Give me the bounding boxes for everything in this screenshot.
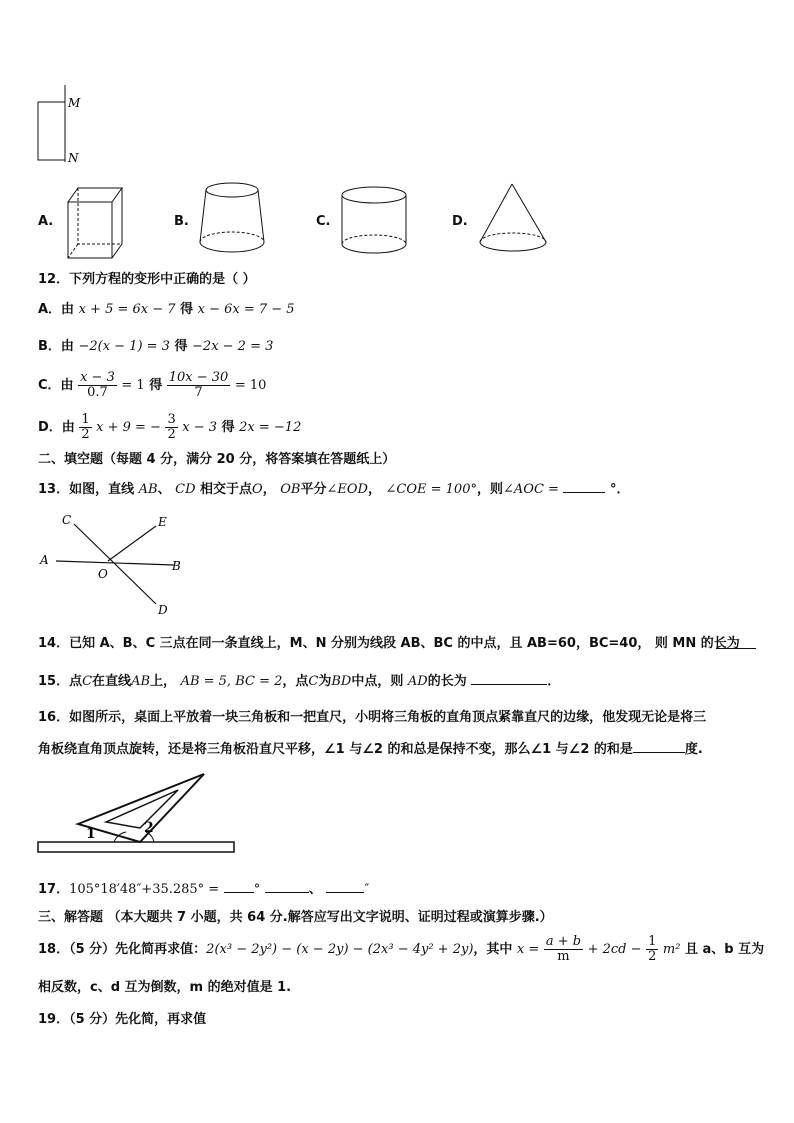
q12-c-frac1: $\frac{x - 3}{0.7}$	[80, 370, 115, 400]
q12-a-label: A．由	[38, 302, 75, 317]
frustum-bottom-front	[200, 242, 264, 252]
frustum-bottom-back	[200, 232, 264, 242]
q12-d-expr3: 2x = −12	[239, 420, 302, 435]
q14-answer-blank[interactable]	[716, 636, 756, 649]
q15-answer-blank[interactable]	[471, 672, 547, 685]
option-c-label: C.	[316, 214, 331, 229]
q16-answer-blank[interactable]	[633, 740, 685, 753]
ruler	[38, 842, 234, 852]
ray-oe	[108, 526, 156, 561]
q12-c-mid: 得	[149, 378, 163, 393]
q12-a-expr2: x − 6x = 7 − 5	[197, 302, 295, 317]
q12-d-frac1: $\frac{1}{2}$	[81, 412, 90, 442]
cone-figure	[474, 180, 554, 262]
cone-side-right	[512, 184, 546, 242]
angle-2-label: 2	[144, 820, 154, 836]
mn-figure	[30, 80, 90, 170]
q12-stem: 12．下列方程的变形中正确的是（ ）	[38, 272, 256, 287]
cuboid-right	[112, 188, 122, 258]
cylinder-bottom-back	[342, 235, 406, 244]
q19-text: 19．（5 分）先化简，再求值	[38, 1012, 207, 1027]
cylinder-top	[342, 187, 406, 203]
q13-text: 13．如图，直线 AB、 CD 相交于点O， OB平分∠EOD， ∠COE = 100°，则∠AOC = °．	[38, 482, 630, 497]
option-b-label: B.	[174, 214, 189, 229]
q17-blank-min[interactable]	[265, 880, 309, 893]
frustum-side-right	[258, 190, 264, 242]
q16-line2: 角板绕直角顶点旋转，还是将三角板沿直尺平移，∠1 与∠2 的和总是保持不变，那么∠1 与∠2 的和是 度.	[38, 742, 703, 757]
fig13-c: C	[62, 513, 72, 527]
label-m: M	[68, 96, 81, 110]
cuboid-hidden-diag	[68, 244, 78, 258]
q17-blank-sec[interactable]	[326, 880, 364, 893]
fig13-d: D	[158, 603, 168, 617]
q16-line1: 16．如图所示，桌面上平放着一块三角板和一把直尺，小明将三角板的直角顶点紧靠直尺的边缘，他发现无论是将三	[38, 710, 707, 725]
cone-base-back	[480, 233, 546, 242]
q13-figure	[34, 508, 194, 618]
cone-base-front	[480, 242, 546, 251]
fig13-b: B	[172, 559, 181, 573]
cylinder-figure	[334, 182, 414, 262]
q12-c-label: C．由	[38, 378, 74, 393]
q12-option-a	[38, 302, 295, 318]
q12-d-rest1: x + 9 = −	[96, 420, 161, 435]
frustum-side-left	[200, 190, 206, 242]
q12-option-d	[38, 412, 301, 444]
section2-heading: 二、填空题（每题 4 分，满分 20 分，将答案填在答题纸上）	[38, 452, 396, 467]
q17-blank-deg[interactable]	[224, 880, 254, 893]
option-a-label: A.	[38, 214, 54, 229]
cuboid-top	[68, 188, 122, 202]
q12-a-expr1: x + 5 = 6x − 7	[78, 302, 176, 317]
q13-answer-blank[interactable]	[563, 480, 605, 493]
cone-side-left	[480, 184, 512, 242]
q18-half: $\frac{1}{2}$	[648, 934, 657, 964]
q14-text: 14．已知 A、B、C 三点在同一条直线上，M、N 分别为线段 AB、BC 的中点，且 AB=60，BC=40， 则 MN 的长为	[38, 636, 740, 651]
q12-a-mid: 得	[180, 302, 194, 317]
q18-line2: 相反数，c、d 互为倒数，m 的绝对值是 1.	[38, 980, 292, 995]
section3-heading: 三、解答题 （本大题共 7 小题，共 64 分.解答应写出文字说明、证明过程或演算步骤.）	[38, 910, 553, 925]
q12-d-frac2: $\frac{3}{2}$	[167, 412, 176, 442]
q12-b-label: B．由	[38, 339, 74, 354]
frustum-top	[206, 183, 258, 197]
q12-c-frac2: $\frac{10x - 30}{7}$	[168, 370, 229, 400]
option-d-label: D.	[452, 214, 468, 229]
q12-d-mid: 得	[221, 420, 235, 435]
cylinder-bottom-front	[342, 244, 406, 253]
fig13-o: O	[98, 567, 108, 581]
triangle-outer	[78, 774, 204, 842]
q12-option-b	[38, 339, 273, 355]
angle-1-label: 1	[86, 826, 96, 842]
q12-b-mid: 得	[174, 339, 188, 354]
fig13-e: E	[158, 515, 167, 529]
q12-b-expr1: −2(x − 1) = 3	[78, 339, 170, 354]
mn-rect	[38, 102, 65, 160]
q16-figure	[34, 770, 244, 860]
cuboid-figure	[60, 182, 130, 262]
fig13-a: A	[40, 553, 49, 567]
q17-text: 17．105°18′48″+35.285° = ° 、 ″	[38, 882, 370, 897]
frustum-figure	[196, 180, 268, 262]
q12-b-expr2: −2x − 2 = 3	[192, 339, 274, 354]
q18-line1: 18．（5 分）先化简再求值：2(x³ − 2y²) − (x − 2y) − (2x³ − 4y² + 2y)，其中 x = $\frac{a + b}{m}$ + 2cd − $\frac{1}{2}$ m² 且 a、b 互为	[38, 934, 765, 964]
q12-d-label: D．由	[38, 420, 75, 435]
q12-c-eq2: = 10	[234, 378, 267, 393]
q18-frac: $\frac{a + b}{m}$	[545, 934, 582, 964]
q12-d-rest2: x − 3	[182, 420, 218, 435]
label-n: N	[68, 151, 79, 165]
q12-c-eq1: = 1	[121, 378, 145, 393]
q12-option-c	[38, 370, 266, 402]
q15-text: 15．点C在直线AB上， AB = 5, BC = 2，点C为BD中点，则 AD的长为 ．	[38, 674, 561, 689]
